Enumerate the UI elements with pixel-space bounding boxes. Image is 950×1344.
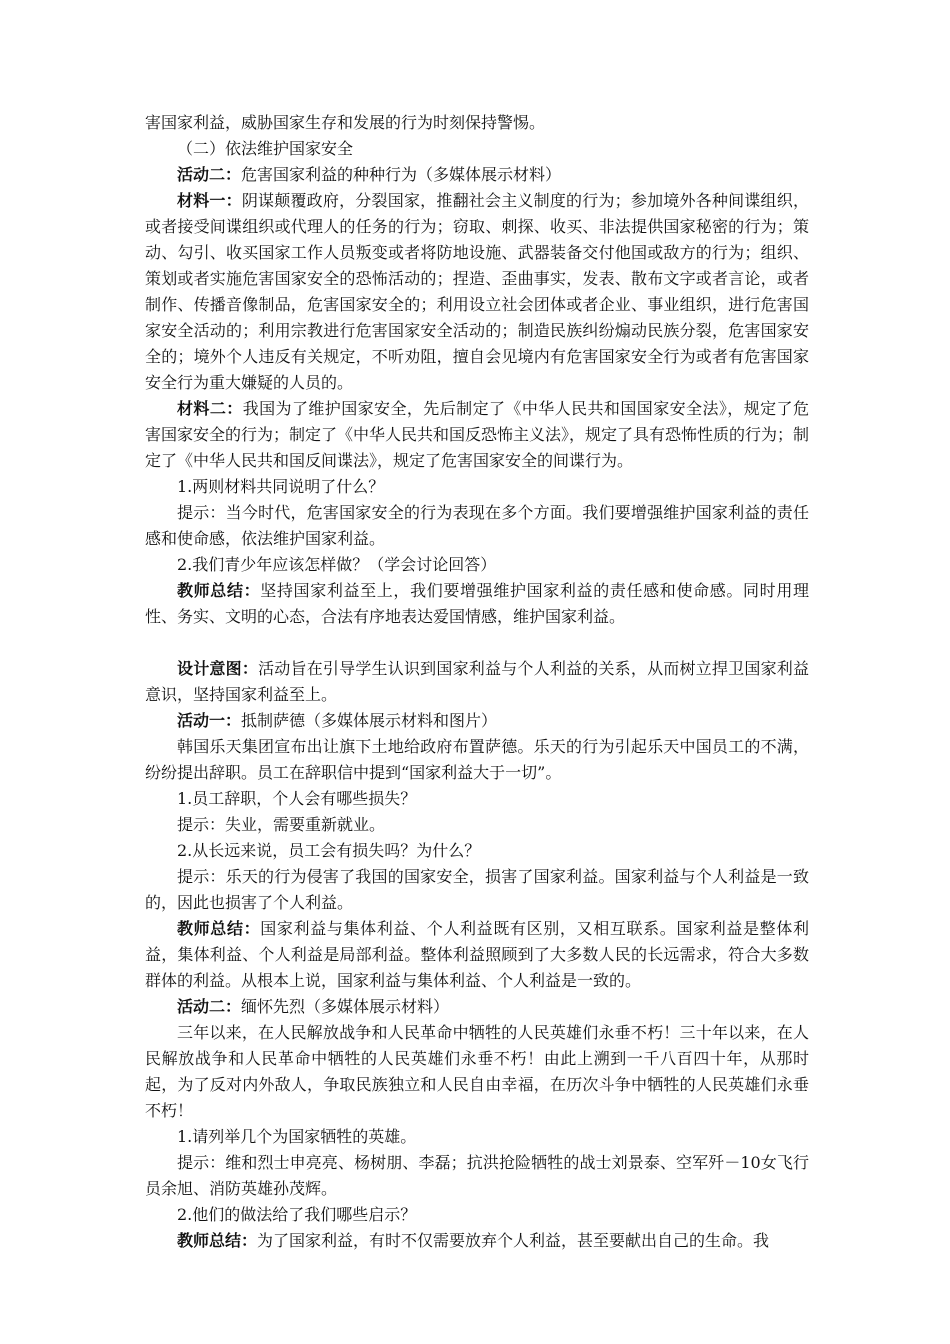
- paragraph-label: 教师总结：: [177, 919, 261, 938]
- paragraph-text: 提示：失业，需要重新就业。: [177, 815, 386, 834]
- paragraph-text: 1.两则材料共同说明了什么？: [177, 477, 385, 496]
- paragraph-text: 韩国乐天集团宣布出让旗下土地给政府布置萨德。乐天的行为引起乐天中国员工的不满，纷纷提出辞职。员工在辞职信中提到“国家利益大于一切”。: [145, 737, 809, 782]
- paragraph-text: 害国家利益，威胁国家生存和发展的行为时刻保持警惕。: [145, 113, 546, 132]
- paragraph-label: 活动一：: [177, 711, 242, 730]
- paragraph: [145, 1228, 809, 1254]
- paragraph: [145, 500, 809, 552]
- paragraph-text: 三年以来，在人民解放战争和人民革命中牺牲的人民英雄们永垂不朽！三十年以来，在人民解放战争和人民革命中牺牲的人民英雄们永垂不朽！由此上溯到一千八百四十年，从那时起，为了反对内外敌人，争取民族独立和人民自由幸福，在历次斗争中牺牲的人民英雄们永垂不朽！: [145, 1023, 809, 1120]
- paragraph-text: 2.从长远来说，员工会有损失吗？为什么？: [177, 841, 481, 860]
- paragraph-text: 1.请列举几个为国家牺牲的英雄。: [177, 1127, 417, 1146]
- paragraph-label: 教师总结：: [177, 581, 261, 600]
- paragraph: [145, 1124, 809, 1150]
- paragraph-text: 提示：当今时代，危害国家安全的行为表现在多个方面。我们要增强维护国家利益的责任感和使命感，依法维护国家利益。: [145, 503, 809, 548]
- paragraph-text: 活动旨在引导学生认识到国家利益与个人利益的关系，从而树立捍卫国家利益意识，坚持国家利益至上。: [145, 659, 809, 704]
- paragraph-text: 1.员工辞职，个人会有哪些损失？: [177, 789, 417, 808]
- paragraph-text: 阴谋颠覆政府，分裂国家，推翻社会主义制度的行为；参加境外各种间谍组织，或者接受间谍组织或代理人的任务的行为；窃取、刺探、收买、非法提供国家秘密的行为；策动、勾引、收买国家工作人员叛变或者将防地设施、武器装备交付他国或敌方的行为；组织、策划或者实施危害国家安全的恐怖活动的；捏造、歪曲事实，发表、散布文字或者言论，或者制作、传播音像制品，危害国家安全的；利用设立社会团体或者企业、事业组织，进行危害国家安全活动的；利用宗教进行危害国家安全活动的；制造民族纠纷煽动民族分裂，危害国家安全的；境外个人违反有关规定，不听劝阻，擅自会见境内有危害国家安全行为或者有危害国家安全行为重大嫌疑的人员的。: [145, 191, 809, 392]
- paragraph-label: 活动二：: [177, 997, 242, 1016]
- paragraph-label: 教师总结：: [177, 1231, 258, 1250]
- paragraph-text: （二）依法维护国家安全: [177, 139, 354, 158]
- paragraph: [145, 136, 809, 162]
- paragraph: [145, 1202, 809, 1228]
- paragraph-text: 提示：维和烈士申亮亮、杨树朋、李磊；抗洪抢险牺牲的战士刘景泰、空军歼－10女飞行员余旭、消防英雄孙茂辉。: [145, 1153, 809, 1198]
- paragraph: [145, 110, 809, 136]
- paragraph: [145, 552, 809, 578]
- paragraph: [145, 1150, 809, 1202]
- paragraph-label: 材料一：: [177, 191, 242, 210]
- paragraph: [145, 734, 809, 786]
- paragraph: [145, 838, 809, 864]
- paragraph: [145, 396, 809, 474]
- paragraph: [145, 786, 809, 812]
- paragraph: [145, 812, 809, 838]
- paragraph-label: 设计意图：: [177, 659, 259, 678]
- paragraph: [145, 864, 809, 916]
- paragraph: [145, 708, 809, 734]
- paragraph-label: 活动二：: [177, 165, 242, 184]
- paragraph-text: 2.他们的做法给了我们哪些启示？: [177, 1205, 417, 1224]
- paragraph-text: 我国为了维护国家安全，先后制定了《中华人民共和国国家安全法》，规定了危害国家安全的行为；制定了《中华人民共和国反恐怖主义法》，规定了具有恐怖性质的行为；制定了《中华人民共和国反间谍法》，规定了危害国家安全的间谍行为。: [145, 399, 810, 470]
- paragraph-text: 坚持国家利益至上，我们要增强维护国家利益的责任感和使命感。同时用理性、务实、文明的心态，合法有序地表达爱国情感，维护国家利益。: [145, 581, 809, 626]
- paragraph-text: 抵制萨德（多媒体展示材料和图片）: [241, 711, 498, 730]
- paragraph: [145, 578, 809, 630]
- paragraph-text: 2.我们青少年应该怎样做？（学会讨论回答）: [177, 555, 497, 574]
- paragraph-text: 缅怀先烈（多媒体展示材料）: [241, 997, 450, 1016]
- paragraph: [145, 656, 809, 708]
- paragraph-text: 提示：乐天的行为侵害了我国的国家安全，损害了国家利益。国家利益与个人利益是一致的，因此也损害了个人利益。: [145, 867, 809, 912]
- paragraph: [145, 162, 809, 188]
- paragraph: [145, 1020, 809, 1124]
- paragraph-text: 危害国家利益的种种行为（多媒体展示材料）: [241, 165, 562, 184]
- paragraph: [145, 916, 809, 994]
- paragraph-text: 为了国家利益，有时不仅需要放弃个人利益，甚至要献出自己的生命。我: [257, 1231, 770, 1250]
- paragraph: [145, 994, 809, 1020]
- paragraph: [145, 188, 809, 396]
- paragraph-label: 材料二：: [177, 399, 243, 418]
- blank-line: [145, 630, 809, 656]
- paragraph-text: 国家利益与集体利益、个人利益既有区别，又相互联系。国家利益是整体利益，集体利益、个人利益是局部利益。整体利益照顾到了大多数人民的长远需求，符合大多数群体的利益。从根本上说，国家利益与集体利益、个人利益是一致的。: [145, 919, 809, 990]
- document-page: [145, 110, 809, 1254]
- paragraph: [145, 474, 809, 500]
